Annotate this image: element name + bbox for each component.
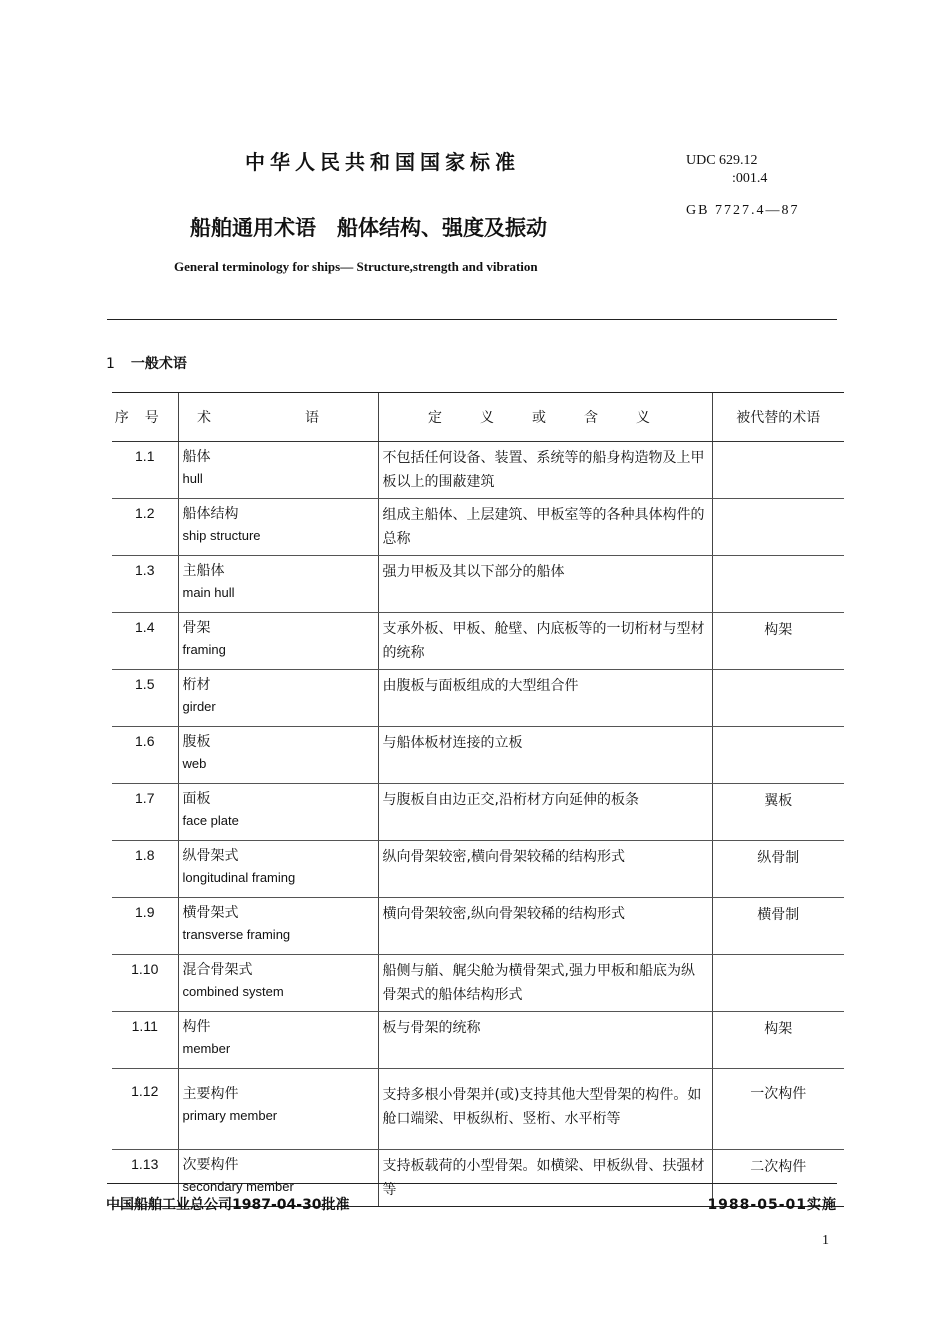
table-row bbox=[112, 784, 844, 841]
replaced-term: 纵骨制 bbox=[712, 841, 844, 898]
table-header-row bbox=[112, 393, 844, 442]
term-number: 1.13 bbox=[112, 1150, 178, 1207]
term-cell bbox=[178, 1012, 378, 1069]
term-zh: 骨架 bbox=[182, 620, 211, 636]
section-title: 一般术语 bbox=[130, 356, 187, 372]
replaced-term bbox=[712, 499, 844, 556]
term-en: girder bbox=[182, 699, 216, 714]
term-cell bbox=[178, 613, 378, 670]
replaced-term: 翼板 bbox=[712, 784, 844, 841]
term-number: 1.4 bbox=[112, 613, 178, 670]
replaced-term: 构架 bbox=[712, 613, 844, 670]
term-en: longitudinal framing bbox=[182, 870, 296, 885]
term-zh: 次要构件 bbox=[182, 1157, 239, 1173]
term-cell bbox=[178, 955, 378, 1012]
term-definition: 支承外板、甲板、舱壁、内底板等的一切桁材与型材的统称 bbox=[378, 613, 712, 670]
term-cell bbox=[178, 1069, 378, 1150]
term-definition: 支持板载荷的小型骨架。如横梁、甲板纵骨、扶强材等 bbox=[378, 1150, 712, 1207]
term-en: framing bbox=[182, 642, 226, 657]
term-number: 1.7 bbox=[112, 784, 178, 841]
document-title-en: General terminology for ships— Structure,strength and vibration bbox=[174, 259, 538, 274]
term-number: 1.3 bbox=[112, 556, 178, 613]
table-row bbox=[112, 841, 844, 898]
term-definition: 强力甲板及其以下部分的船体 bbox=[378, 556, 712, 613]
section-heading bbox=[106, 353, 187, 373]
term-cell bbox=[178, 898, 378, 955]
udc-code bbox=[686, 152, 767, 188]
term-definition: 不包括任何设备、装置、系统等的船身构造物及上甲板以上的围蔽建筑 bbox=[378, 442, 712, 499]
header-divider bbox=[107, 319, 837, 320]
term-definition: 组成主船体、上层建筑、甲板室等的各种具体构件的总称 bbox=[378, 499, 712, 556]
term-zh: 主船体 bbox=[182, 563, 225, 579]
term-en: primary member bbox=[182, 1108, 278, 1123]
header-replaced-term: 被代替的术语 bbox=[712, 393, 844, 442]
table-row bbox=[112, 670, 844, 727]
table-row bbox=[112, 955, 844, 1012]
term-zh: 船体结构 bbox=[182, 506, 239, 522]
header-number: 序号 bbox=[112, 393, 178, 442]
table-row bbox=[112, 613, 844, 670]
footer-divider bbox=[107, 1183, 837, 1184]
replaced-term: 构架 bbox=[712, 1012, 844, 1069]
term-en: secondary member bbox=[182, 1179, 294, 1194]
term-en: ship structure bbox=[182, 528, 261, 543]
term-number: 1.11 bbox=[112, 1012, 178, 1069]
term-number: 1.1 bbox=[112, 442, 178, 499]
term-zh: 构件 bbox=[182, 1019, 211, 1035]
approval-statement: 中国船舶工业总公司1987-04-30批准 bbox=[106, 1197, 350, 1213]
term-zh: 混合骨架式 bbox=[182, 962, 253, 978]
term-definition: 横向骨架较密,纵向骨架较稀的结构形式 bbox=[378, 898, 712, 955]
replaced-term bbox=[712, 670, 844, 727]
term-en: member bbox=[182, 1041, 231, 1056]
term-zh: 主要构件 bbox=[182, 1086, 239, 1102]
term-en: web bbox=[182, 756, 207, 771]
term-cell bbox=[178, 670, 378, 727]
table-row bbox=[112, 442, 844, 499]
section-number: 1 bbox=[106, 356, 115, 372]
replaced-term bbox=[712, 442, 844, 499]
term-definition: 与船体板材连接的立板 bbox=[378, 727, 712, 784]
term-cell bbox=[178, 442, 378, 499]
term-en: combined system bbox=[182, 984, 284, 999]
term-number: 1.6 bbox=[112, 727, 178, 784]
term-en: hull bbox=[182, 471, 203, 486]
table-row bbox=[112, 556, 844, 613]
term-definition: 板与骨架的统称 bbox=[378, 1012, 712, 1069]
term-number: 1.2 bbox=[112, 499, 178, 556]
term-zh: 桁材 bbox=[182, 677, 211, 693]
term-cell bbox=[178, 784, 378, 841]
standard-title: 中华人民共和国国家标准 bbox=[245, 150, 520, 174]
header-definition: 定 义 或 含 义 bbox=[378, 393, 712, 442]
term-zh: 面板 bbox=[182, 791, 211, 807]
term-definition: 支持多根小骨架并(或)支持其他大型骨架的构件。如舱口端梁、甲板纵桁、竖桁、水平桁等 bbox=[378, 1069, 712, 1150]
term-en: transverse framing bbox=[182, 927, 291, 942]
table-row bbox=[112, 1012, 844, 1069]
document-title-zh: 船舶通用术语 船体结构、强度及振动 bbox=[190, 216, 547, 240]
replaced-term bbox=[712, 955, 844, 1012]
term-zh: 纵骨架式 bbox=[182, 848, 239, 864]
term-zh: 横骨架式 bbox=[182, 905, 239, 921]
term-cell bbox=[178, 841, 378, 898]
replaced-term: 二次构件 bbox=[712, 1150, 844, 1207]
term-en: face plate bbox=[182, 813, 239, 828]
term-number: 1.8 bbox=[112, 841, 178, 898]
terms-table bbox=[112, 392, 844, 1207]
table-row bbox=[112, 1069, 844, 1150]
term-definition: 与腹板自由边正交,沿桁材方向延伸的板条 bbox=[378, 784, 712, 841]
replaced-term bbox=[712, 556, 844, 613]
replaced-term bbox=[712, 727, 844, 784]
term-cell bbox=[178, 727, 378, 784]
udc-line-1: UDC 629.12 bbox=[686, 153, 758, 168]
term-en: main hull bbox=[182, 585, 235, 600]
term-number: 1.9 bbox=[112, 898, 178, 955]
term-zh: 船体 bbox=[182, 449, 211, 465]
replaced-term: 横骨制 bbox=[712, 898, 844, 955]
table-row bbox=[112, 898, 844, 955]
header-term: 术 语 bbox=[178, 393, 378, 442]
term-cell bbox=[178, 556, 378, 613]
effective-date: 1988-05-01实施 bbox=[707, 1197, 837, 1213]
page-number: 1 bbox=[822, 1233, 829, 1248]
gb-number: GB 7727.4—87 bbox=[686, 203, 800, 218]
term-number: 1.5 bbox=[112, 670, 178, 727]
term-definition: 由腹板与面板组成的大型组合件 bbox=[378, 670, 712, 727]
term-definition: 纵向骨架较密,横向骨架较稀的结构形式 bbox=[378, 841, 712, 898]
term-cell bbox=[178, 499, 378, 556]
term-number: 1.12 bbox=[112, 1069, 178, 1150]
replaced-term: 一次构件 bbox=[712, 1069, 844, 1150]
table-row bbox=[112, 727, 844, 784]
table-row bbox=[112, 499, 844, 556]
term-definition: 船侧与艏、艉尖舱为横骨架式,强力甲板和船底为纵骨架式的船体结构形式 bbox=[378, 955, 712, 1012]
term-number: 1.10 bbox=[112, 955, 178, 1012]
udc-line-2: :001.4 bbox=[732, 171, 768, 186]
term-zh: 腹板 bbox=[182, 734, 211, 750]
